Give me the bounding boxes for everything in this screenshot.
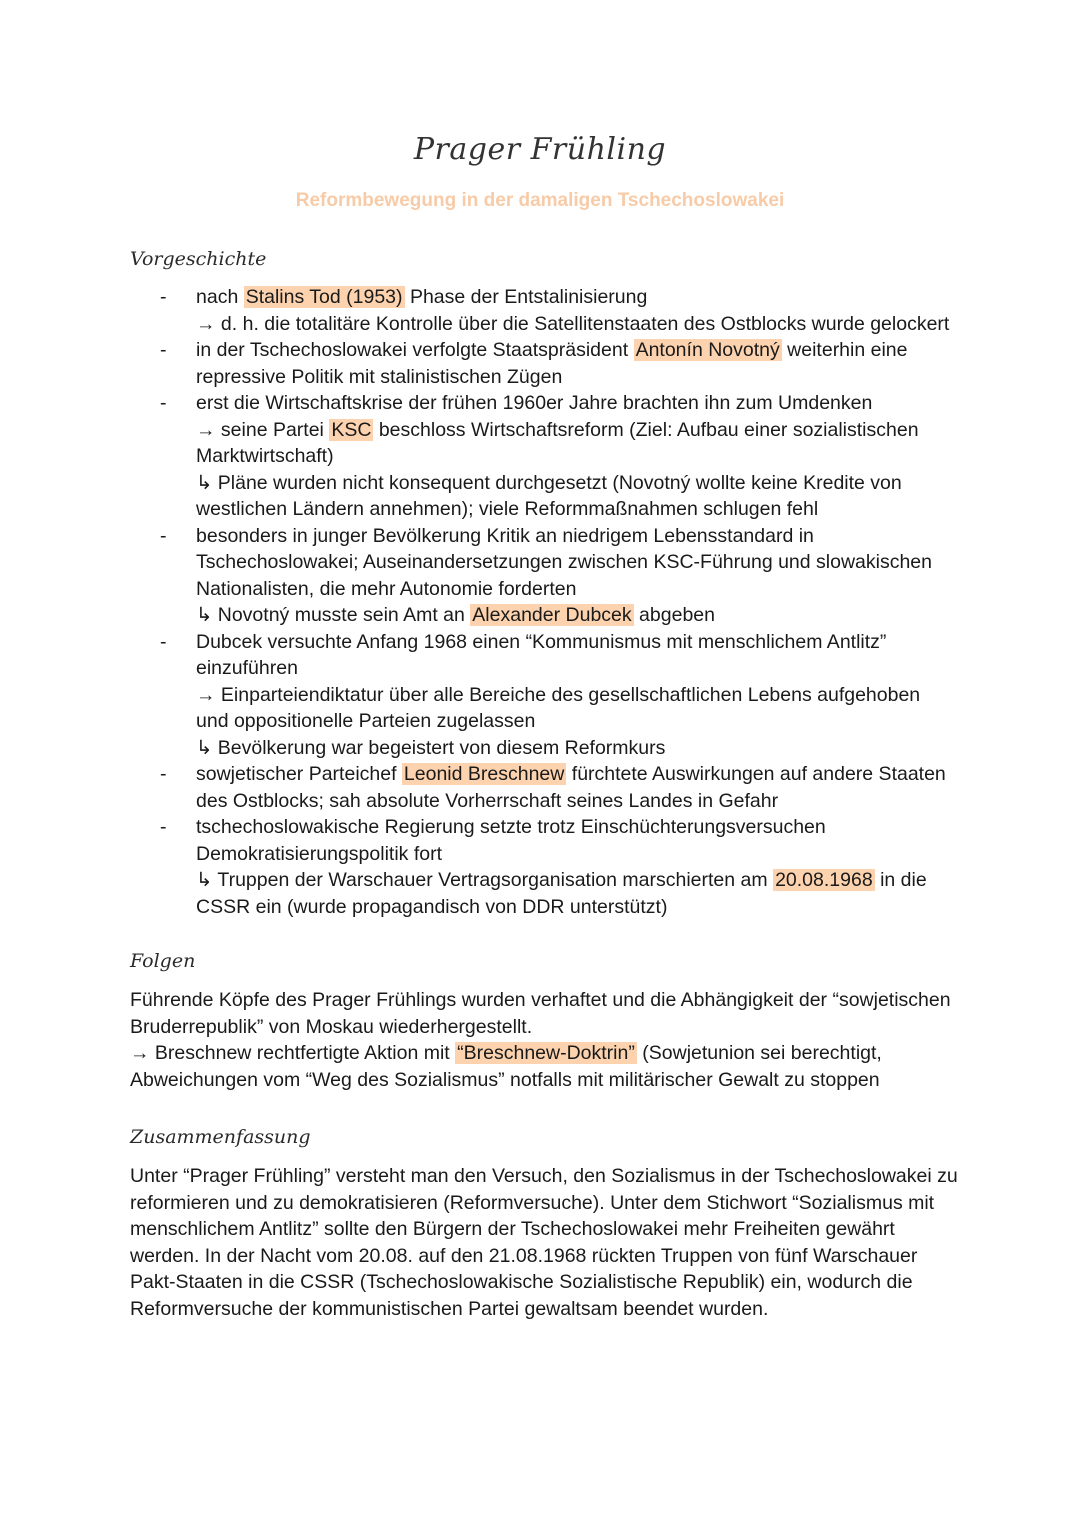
highlight: Stalins Tod (1953) [245,286,403,308]
bullet-dash: - [160,524,167,547]
list-item: - erst die Wirtschaftskrise der frühen 1960er Jahre brachten ihn zum Umdenken → seine Partei KSC beschloss Wirtschaftsreform (Ziel: Aufbau einer sozialistischen Marktwirtschaft) ↳ Pläne wurden nicht konsequent durchgesetzt (Novotný wollte keine Kredite von westlichen Ländern annehmen); viele Reformmaßnahmen schlugen fehl [160,392,919,520]
highlight: Leonid Breschnew [403,763,565,785]
highlight: 20.08.1968 [775,869,873,891]
highlight: “Breschnew-Doktrin” [457,1042,635,1064]
bullet-dash: - [160,630,167,653]
list-item: - in der Tschechoslowakei verfolgte Staatspräsident Antonín Novotný weiterhin eine repressive Politik mit stalinistischen Zügen [160,339,908,388]
zusammenfassung-paragraph: Unter “Prager Frühling” versteht man den Versuch, den Sozialismus in der Tschechoslowakei zu reformieren und zu demokratisieren (Reformversuche). Unter dem Stichwort “Sozialismus mit menschlichem Antlitz” sollte den Bürgern der Tschechoslowakei mehr Freiheiten gewährt werden. In der Nacht vom 20.08. auf den 21.08.1968 rückten Truppen von fünf Warschauer Pakt-Staaten in die CSSR (Tschechoslowakische Sozialistische Republik) ein, wodurch die Reformversuche der kommunistischen Partei gewaltsam beendet wurden. [130,1165,958,1320]
bullet-dash: - [160,339,167,361]
vorgeschichte-list [0,284,1080,920]
bullet-dash: - [160,763,167,785]
section-heading-folgen: Folgen [130,950,196,972]
folgen-paragraph: Führende Köpfe des Prager Frühlings wurden verhaftet und die Abhängigkeit der “sowjetischen Bruderrepublik” von Moskau wiederhergestellt. → Breschnew rechtfertigte Aktion mit “Breschnew-Doktrin” (Sowjetunion sei berechtigt, Abweichungen vom “Weg des Sozialismus” notfalls mit militärischer Gewalt zu stoppen [130,989,951,1091]
page-subtitle: Reformbewegung in der damaligen Tschechoslowakei [295,190,785,211]
section-heading-vorgeschichte: Vorgeschichte [130,248,267,270]
list-item: - besonders in junger Bevölkerung Kritik an niedrigem Lebensstandard in Tschechoslowakei; Auseinandersetzungen zwischen KSC-Führung und slowakischen Nationalisten, die mehr Autonomie forderten ↳ Novotný musste sein Amt an Alexander Dubcek abgeben [160,524,933,626]
highlight: Antonín Novotný [635,339,780,361]
highlight: Alexander Dubcek [472,604,632,626]
list-item: - sowjetischer Parteichef Leonid Breschnew fürchtete Auswirkungen auf andere Staaten des Ostblocks; sah absolute Vorherrschaft seines Landes in Gefahr [160,763,946,812]
page-title: Prager Frühling [413,132,667,167]
section-heading-zusammenfassung: Zusammenfassung [130,1126,311,1148]
bullet-dash: - [160,392,167,414]
list-item: - nach Stalins Tod (1953) Phase der Entstalinisierung → d. h. die totalitäre Kontrolle über die Satellitenstaaten des Ostblocks wurde gelockert [160,286,950,335]
bullet-dash: - [160,286,167,308]
highlight: KSC [331,418,372,441]
list-item: - tschechoslowakische Regierung setzte trotz Einschüchterungsversuchen Demokratisierungspolitik fort ↳ Truppen der Warschauer Vertragsorganisation marschierten am 20.08.1968 in die CSSR ein (wurde propagandisch von DDR unterstützt) [160,816,927,918]
list-item: - Dubcek versuchte Anfang 1968 einen “Kommunismus mit menschlichem Antlitz” einzuführen → Einparteiendiktatur über alle Bereiche des gesellschaftlichen Lebens aufgehoben und oppositionelle Parteien zugelassen ↳ Bevölkerung war begeistert von diesem Reformkurs [160,630,921,759]
bullet-dash: - [160,816,167,838]
